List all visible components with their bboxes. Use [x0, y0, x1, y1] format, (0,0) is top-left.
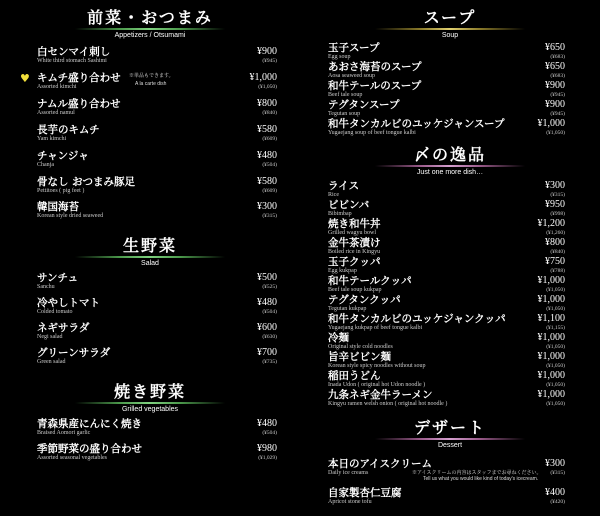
item-price: ¥1,000	[537, 370, 565, 381]
item-price-with-tax: (¥840)	[550, 249, 565, 255]
item-price-with-tax: (¥945)	[262, 58, 277, 64]
item-price-with-tax: (¥1,050)	[258, 84, 277, 90]
item-price: ¥300	[257, 201, 277, 212]
item-price: ¥1,100	[537, 313, 565, 324]
item-price-with-tax: (¥945)	[550, 92, 565, 98]
item-english-name: Yugaejang kukpap of beef tongue kalbi	[328, 325, 423, 331]
section-title: 生野菜	[122, 236, 177, 255]
item-price-with-tax: (¥1,050)	[546, 401, 565, 407]
item-price: ¥1,000	[537, 294, 565, 305]
item-price: ¥480	[257, 150, 277, 161]
section-shime-header	[300, 146, 600, 177]
item-english-name: Pettitoes ( pig feet )	[37, 188, 85, 194]
item-name: グリーンサラダ	[37, 347, 111, 359]
item-english-name: Original style cold noodles	[328, 344, 393, 350]
item-name: ライス	[328, 180, 360, 192]
item-name: 冷やしトマト	[37, 297, 100, 309]
section-divider	[75, 28, 225, 30]
section-divider	[375, 438, 525, 440]
item-name: 季節野菜の盛り合わせ	[37, 443, 142, 455]
section-divider	[375, 28, 525, 30]
item-price-with-tax: (¥1,050)	[546, 363, 565, 369]
section-title: 〆の逸品	[413, 145, 486, 164]
item-name: キムチ盛り合わせ	[37, 72, 121, 84]
section-title: 焼き野菜	[113, 382, 186, 401]
item-name: 自家製杏仁豆腐	[328, 487, 402, 499]
item-price-with-tax: (¥1,050)	[546, 306, 565, 312]
item-price: ¥900	[257, 46, 277, 57]
item-english-name: White third stomach Sashimi	[37, 58, 107, 64]
item-name: ビビンバ	[328, 199, 370, 211]
section-subtitle: Soup	[441, 32, 459, 39]
item-english-name: Rice	[328, 192, 339, 198]
item-price: ¥750	[545, 256, 565, 267]
section-subtitle: Just one more dish…	[416, 169, 484, 176]
item-price-with-tax: (¥315)	[550, 192, 565, 198]
item-price: ¥300	[545, 458, 565, 469]
item-english-name: Assorted seasonal vegetables	[37, 455, 107, 461]
item-price: ¥950	[545, 199, 565, 210]
item-name: 旨辛ビビン麺	[328, 351, 391, 363]
item-price: ¥300	[545, 180, 565, 191]
item-price: ¥1,000	[537, 389, 565, 400]
item-price-with-tax: (¥1,050)	[546, 382, 565, 388]
section-subtitle: Salad	[141, 260, 159, 267]
item-price: ¥900	[545, 99, 565, 110]
item-name: 青森県産にんにく焼き	[37, 418, 142, 430]
item-name: 韓国海苔	[37, 201, 79, 213]
item-price-with-tax: (¥609)	[262, 188, 277, 194]
item-price: ¥900	[545, 80, 565, 91]
section-title: スープ	[423, 8, 477, 27]
item-price: ¥600	[257, 322, 277, 333]
section-subtitle: Grilled vegetables	[121, 406, 179, 413]
item-price-with-tax: (¥1,155)	[546, 325, 565, 331]
item-price: ¥580	[257, 124, 277, 135]
item-price-with-tax: (¥315)	[262, 213, 277, 219]
item-name: 白センマイ刺し	[37, 46, 111, 58]
item-english-name: Egg kukpap	[328, 268, 357, 274]
section-divider	[75, 402, 225, 404]
item-price: ¥1,000	[537, 118, 565, 129]
section-subtitle: Dessert	[437, 442, 463, 449]
item-price: ¥1,000	[537, 275, 565, 286]
item-price-with-tax: (¥683)	[550, 73, 565, 79]
item-price-with-tax: (¥998)	[550, 211, 565, 217]
item-english-name: Negi salad	[37, 334, 63, 340]
item-name: 和牛テールのスープ	[328, 80, 422, 92]
item-english-name: Inada Udon ( original hot Udon noodle )	[328, 382, 426, 388]
item-price-with-tax: (¥504)	[262, 430, 277, 436]
item-english-name: Beef tale soup kukpap	[328, 287, 382, 293]
item-name: 長芋のキムチ	[37, 124, 100, 136]
item-price-with-tax: (¥504)	[262, 309, 277, 315]
item-name: 焼き和牛丼	[328, 218, 381, 230]
item-price-with-tax: (¥1,050)	[546, 344, 565, 350]
item-price-with-tax: (¥609)	[262, 136, 277, 142]
item-name: 骨なし おつまみ豚足	[37, 176, 136, 188]
item-english-name: Chanja	[37, 162, 54, 168]
item-english-name: Boiled rice in Kingyu	[328, 249, 381, 255]
item-note: ※アイスクリームの内容はスタッフまでお尋ねください。	[412, 470, 542, 476]
item-price: ¥800	[257, 98, 277, 109]
item-english-name: Assorted namul	[37, 110, 75, 116]
item-name: 和牛テールクッパ	[328, 275, 412, 287]
item-english-name: Kingyu ramen welsh onion ( original hot noodle )	[328, 401, 448, 407]
item-price-with-tax: (¥630)	[262, 334, 277, 340]
item-name: 和牛タンカルビのユッケジャンスープ	[328, 118, 505, 130]
item-price-with-tax: (¥1,260)	[546, 230, 565, 236]
item-price: ¥480	[257, 418, 277, 429]
item-english-name: Egg soup	[328, 54, 351, 60]
section-appetizers-header	[0, 9, 300, 40]
item-english-name: Korean style dried seaweed	[37, 213, 104, 219]
item-price: ¥1,000	[537, 351, 565, 362]
heart-icon: ♥	[20, 72, 30, 85]
section-dessert-header	[300, 419, 600, 450]
item-english-name: Tegutan kukpap	[328, 306, 367, 312]
item-price: ¥980	[257, 443, 277, 454]
item-english-name: Sanchu	[37, 284, 55, 290]
item-price-with-tax: (¥945)	[550, 111, 565, 117]
item-english-name: Aosa seaweed soup	[328, 73, 375, 79]
item-name: ナムル盛り合わせ	[37, 98, 121, 110]
item-name: 金牛茶漬け	[328, 237, 381, 249]
item-price: ¥800	[545, 237, 565, 248]
item-price: ¥1,000	[249, 72, 277, 83]
item-price: ¥480	[257, 297, 277, 308]
item-price-with-tax: (¥1,050)	[546, 130, 565, 136]
item-price-with-tax: (¥735)	[262, 359, 277, 365]
item-name: チャンジャ	[37, 150, 89, 162]
item-price: ¥500	[257, 272, 277, 283]
item-english-name: Apricot stone tofu	[328, 499, 372, 505]
item-price: ¥700	[257, 347, 277, 358]
section-title: 前菜・おつまみ	[87, 8, 213, 27]
item-english-name: Yam kimchi	[37, 136, 67, 142]
item-price-with-tax: (¥525)	[262, 284, 277, 290]
section-divider	[375, 165, 525, 167]
item-name: 冷麺	[328, 332, 349, 344]
section-title: デザート	[413, 418, 486, 437]
section-soup-header	[300, 9, 600, 40]
item-price: ¥400	[545, 487, 565, 498]
item-name: 玉子クッパ	[328, 256, 381, 268]
item-name: テグタンスープ	[328, 99, 400, 111]
item-name: 九条ネギ金牛ラーメン	[328, 389, 433, 401]
item-name: 和牛タンカルビのユッケジャンクッパ	[328, 313, 506, 325]
item-name: 玉子スープ	[328, 42, 380, 54]
item-price: ¥650	[545, 61, 565, 72]
item-english-name: Braised Aomori garlic	[37, 430, 91, 436]
section-divider	[75, 256, 225, 258]
item-name: ネギサラダ	[37, 322, 90, 334]
item-english-name: Daily ice creams	[328, 470, 369, 476]
item-name: あおさ海苔のスープ	[328, 61, 422, 73]
item-price: ¥650	[545, 42, 565, 53]
item-price: ¥1,200	[537, 218, 565, 229]
item-price-with-tax: (¥315)	[550, 470, 565, 476]
item-name: サンチュ	[37, 272, 79, 284]
item-english-name: Bibimbap	[328, 211, 352, 217]
item-english-name: Korean style spicy noodles without soup	[328, 363, 426, 369]
item-english-name: Tegutan soup	[328, 111, 361, 117]
item-english-name: Beef tale soup	[328, 92, 363, 98]
item-english-name: Yugaejang soup of beef tongue kalbi	[328, 130, 416, 136]
item-price-with-tax: (¥1,029)	[258, 455, 277, 461]
item-note-english: A la carte dish	[135, 81, 167, 87]
item-english-name: Assorted kimchi	[37, 84, 77, 90]
item-name: テグタンクッパ	[328, 294, 401, 306]
section-subtitle: Appetizers / Otsumami	[114, 32, 186, 39]
item-price: ¥1,000	[537, 332, 565, 343]
section-salad-header	[0, 237, 300, 268]
item-english-name: Green salad	[37, 359, 66, 365]
item-price: ¥580	[257, 176, 277, 187]
item-price-with-tax: (¥504)	[262, 162, 277, 168]
item-note-english: Tell us what you would like kind of today's icecream.	[423, 476, 539, 482]
item-name: 本日のアイスクリーム	[328, 458, 432, 470]
item-note: ※単品もできます。	[129, 73, 174, 79]
item-english-name: Grilled wagyu bowl	[328, 230, 376, 236]
item-price-with-tax: (¥420)	[550, 499, 565, 505]
item-price-with-tax: (¥683)	[550, 54, 565, 60]
item-price-with-tax: (¥1,050)	[546, 287, 565, 293]
item-price-with-tax: (¥840)	[262, 110, 277, 116]
item-english-name: Colded tomato	[37, 309, 73, 315]
item-name: 稲田うどん	[328, 370, 381, 382]
section-grilled-header	[0, 383, 300, 414]
item-price-with-tax: (¥788)	[550, 268, 565, 274]
